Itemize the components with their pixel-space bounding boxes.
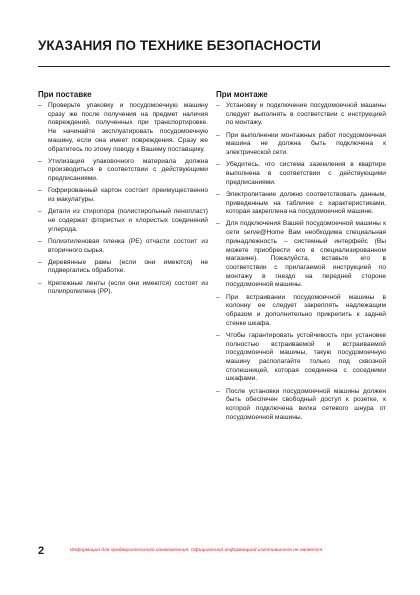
page-title: УКАЗАНИЯ ПО ТЕХНИКЕ БЕЗОПАСНОСТИ — [38, 38, 322, 53]
bullet-dash: – — [216, 190, 220, 198]
bullet-dash: – — [216, 387, 220, 395]
delivery-item — [38, 187, 208, 204]
delivery-heading: При поставке — [38, 90, 92, 99]
installation-item-text: Чтобы гарантировать устойчивость при установке полностью встраиваемой и встраиваемой посудомоечной машины, такую посудомоечную машину располагайте только под сквозной столешницей, которая соединена с соседними шкафами. — [226, 331, 386, 383]
installation-item — [216, 132, 386, 158]
installation-item — [216, 161, 386, 187]
installation-item — [216, 102, 386, 128]
installation-item-text: Для подключения Вашей посудомоечной машины к сети serve@Home Вам необходима специальная принадлежность – системный интерфейс (Вы можете приобрести его в специализированном магазине). Пожалуйста, вставьте его в соответствии с прилагаемой инструкцией по монтажу в гнездо на передней стороне посудомоечной машины. — [226, 220, 386, 289]
bullet-dash: – — [216, 331, 220, 339]
delivery-item-text: Полиэтиленовая пленка (PE) отчасти состоит из вторичного сырья. — [48, 237, 208, 254]
installation-item — [216, 388, 386, 423]
delivery-item — [38, 259, 208, 276]
delivery-item-text: Утилизация упаковочного материала должна производиться в соответствии с действующими предписаниями. — [48, 157, 208, 183]
installation-item-text: При встраивании посудомоечной машины в колонну ее следует закреплять надлежащим образом и дополнительно прикрепить к задней стенке шкафа. — [226, 293, 386, 327]
bullet-dash: – — [216, 220, 220, 228]
bullet-dash: – — [38, 208, 42, 216]
delivery-item — [38, 102, 208, 154]
delivery-item — [38, 238, 208, 255]
preview-disclaimer: Информация для предварительного ознакомления. Официальной информацией изготовителя не является. — [70, 548, 324, 553]
bullet-dash: – — [38, 279, 42, 287]
installation-heading: При монтаже — [216, 90, 268, 99]
bullet-dash: – — [38, 102, 42, 109]
delivery-item-text: Проверьте упаковку и посудомоечную машину сразу же после получения на предмет наличия повреждений, полученных при транспортировке. Не начинайте эксплуатировать посудомоечную машину, если она имеет повреждения. Сразу же обратитесь по этому поводу к Вашему поставщику. — [48, 102, 208, 153]
installation-item — [216, 332, 386, 384]
installation-section — [216, 90, 386, 426]
bullet-dash: – — [38, 237, 42, 245]
installation-item-text: Установку и подключение посудомоечной машины следует выполнять в соответствии с инструкцией по монтажу. — [226, 102, 386, 127]
bullet-dash: – — [216, 102, 220, 109]
bullet-dash: – — [216, 293, 220, 301]
delivery-item-text: Гофрированный картон состоит преимущественно из макулатуры. — [48, 187, 208, 204]
delivery-item — [38, 280, 208, 297]
bullet-dash: – — [216, 161, 220, 169]
installation-list — [216, 102, 386, 422]
delivery-item-text: Деревянные рамы (если они имеются) не подвергались обработке. — [48, 258, 208, 275]
installation-item-text: При выполнении монтажных работ посудомоечная машина не должна быть подключена к электрической сети. — [226, 131, 386, 157]
title-divider — [38, 66, 390, 67]
delivery-item-text: Крепежные ленты (если они имеются) состоят из полипропилена (PP). — [48, 279, 208, 296]
bullet-dash: – — [38, 258, 42, 266]
delivery-section — [38, 90, 208, 301]
installation-item-text: Электропитание должно соответствовать данным, приведенным на табличке с характеристиками, которая закреплена на посудомоечной машине. — [226, 190, 386, 216]
delivery-item-text: Детали из стиропора (полистирольный пенопласт) не содержат фтористых и хлористых соединений углерода. — [48, 208, 208, 233]
installation-item — [216, 191, 386, 217]
bullet-dash: – — [38, 157, 42, 165]
page-number: 2 — [38, 545, 45, 557]
delivery-list — [38, 102, 208, 297]
installation-item — [216, 294, 386, 329]
bullet-dash: – — [216, 131, 220, 139]
installation-item-text: После установки посудомоечной машины должен быть обеспечен свободный доступ к розетке, к которой подключена вилка сетевого шнура от посудомоечной машины. — [226, 387, 386, 421]
installation-item-text: Убедитесь, что система заземления в квартире выполнена в соответствии с действующими предписаниями. — [226, 161, 386, 186]
installation-item — [216, 220, 386, 290]
delivery-item — [38, 208, 208, 234]
bullet-dash: – — [38, 187, 42, 195]
delivery-item — [38, 158, 208, 184]
